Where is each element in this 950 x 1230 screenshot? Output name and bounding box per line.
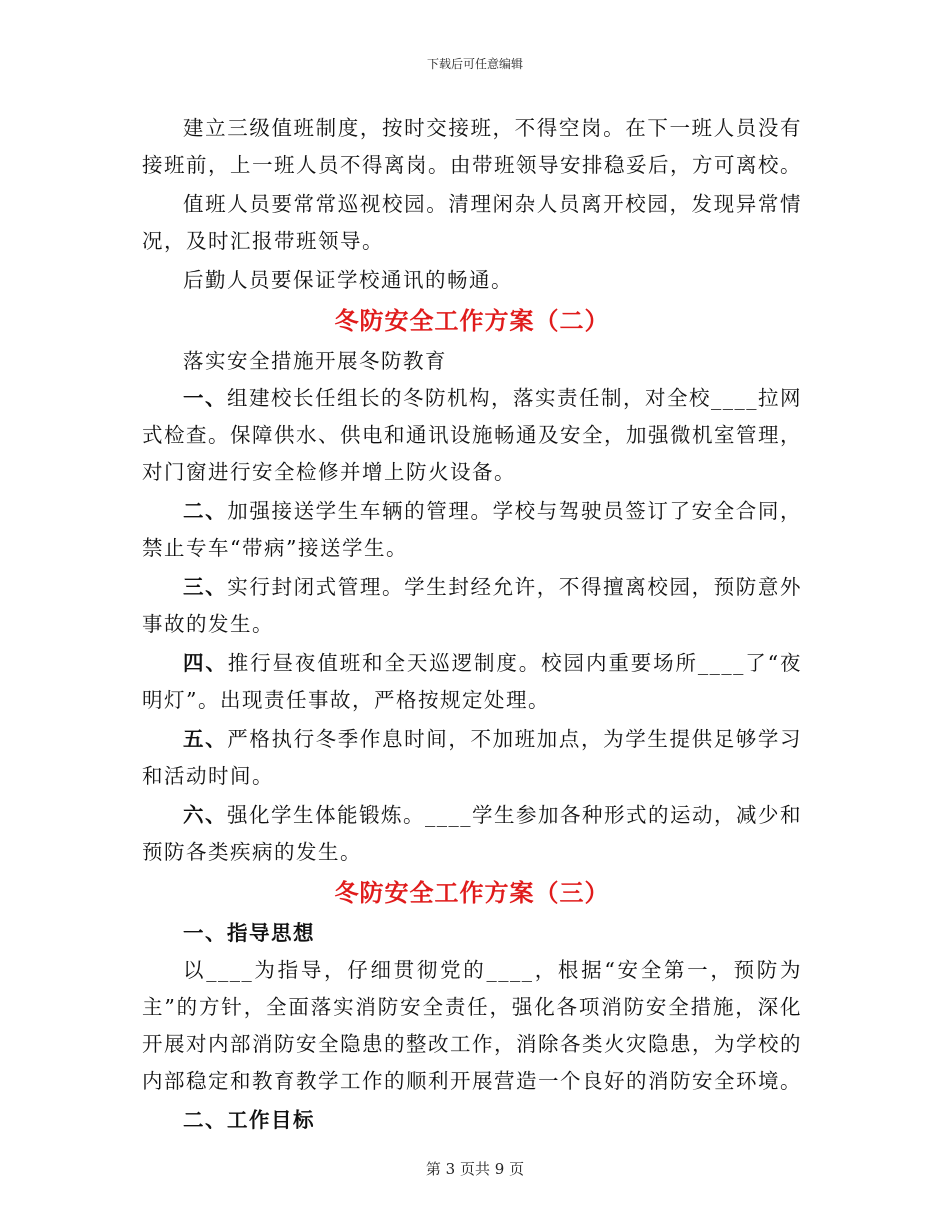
- list-item: [142, 721, 802, 795]
- item-text: 加强接送学生车辆的管理。学校与驾驶员签订了安全合同，禁止专车“带病”接送学生。: [142, 499, 803, 560]
- paragraph: 后勤人员要保证学校通讯的畅通。: [183, 268, 513, 292]
- section-title: 冬防安全工作方案（二）: [334, 306, 610, 335]
- item-number: 六、: [183, 803, 227, 827]
- item-text: 推行昼夜值班和全天巡逻制度。校园内重要场所____了“夜明灯”。出现责任事故，严格按规定处理。: [142, 651, 803, 712]
- page-number: 第 3 页共 9 页: [425, 1160, 525, 1178]
- paragraph: 值班人员要常常巡视校园。清理闲杂人员离开校园，发现异常情况，及时汇报带班领导。: [142, 192, 802, 253]
- item-text: 严格执行冬季作息时间，不加班加点，为学生提供足够学习和活动时间。: [142, 727, 803, 788]
- list-item: [142, 645, 802, 719]
- item-number: 四、: [183, 651, 228, 675]
- paragraph: 落实安全措施开展冬防教育: [183, 349, 447, 373]
- list-item: [142, 493, 802, 567]
- paragraph: 建立三级值班制度，按时交接班，不得空岗。在下一班人员没有接班前，上一班人员不得离岗。由带班领导安排稳妥后，方可离校。: [142, 116, 802, 177]
- list-item: [142, 797, 802, 871]
- list-item: [142, 569, 802, 643]
- item-number: 五、: [183, 727, 228, 751]
- section-title: 冬防安全工作方案（三）: [334, 878, 610, 907]
- item-text: 实行封闭式管理。学生封经允许，不得擅离校园，预防意外事故的发生。: [142, 575, 803, 636]
- item-number: 三、: [183, 575, 228, 599]
- item-text: 组建校长任组长的冬防机构，落实责任制，对全校____拉网式检查。保障供水、供电和通讯设施畅通及安全，加强微机室管理，对门窗进行安全检修并增上防火设备。: [142, 386, 802, 484]
- list-item: [142, 380, 802, 491]
- item-text: 强化学生体能锻炼。____学生参加各种形式的运动，减少和预防各类疾病的发生。: [142, 803, 802, 864]
- paragraph: 以____为指导，仔细贯彻党的____，根据“安全第一，预防为主”的方针，全面落实消防安全责任，强化各项消防安全措施，深化开展对内部消防安全隐患的整改工作，消除各类火灾隐患，为学校的内部稳定和教育教学工作的顺利开展营造一个良好的消防安全环境。: [142, 958, 802, 1093]
- subheading: 一、指导思想: [183, 921, 315, 945]
- document-body: [142, 110, 802, 1139]
- subheading: 二、工作目标: [183, 1108, 315, 1132]
- page-header-note: 下载后可任意编辑: [426, 57, 523, 71]
- item-number: 一、: [183, 386, 227, 410]
- item-number: 二、: [183, 499, 228, 523]
